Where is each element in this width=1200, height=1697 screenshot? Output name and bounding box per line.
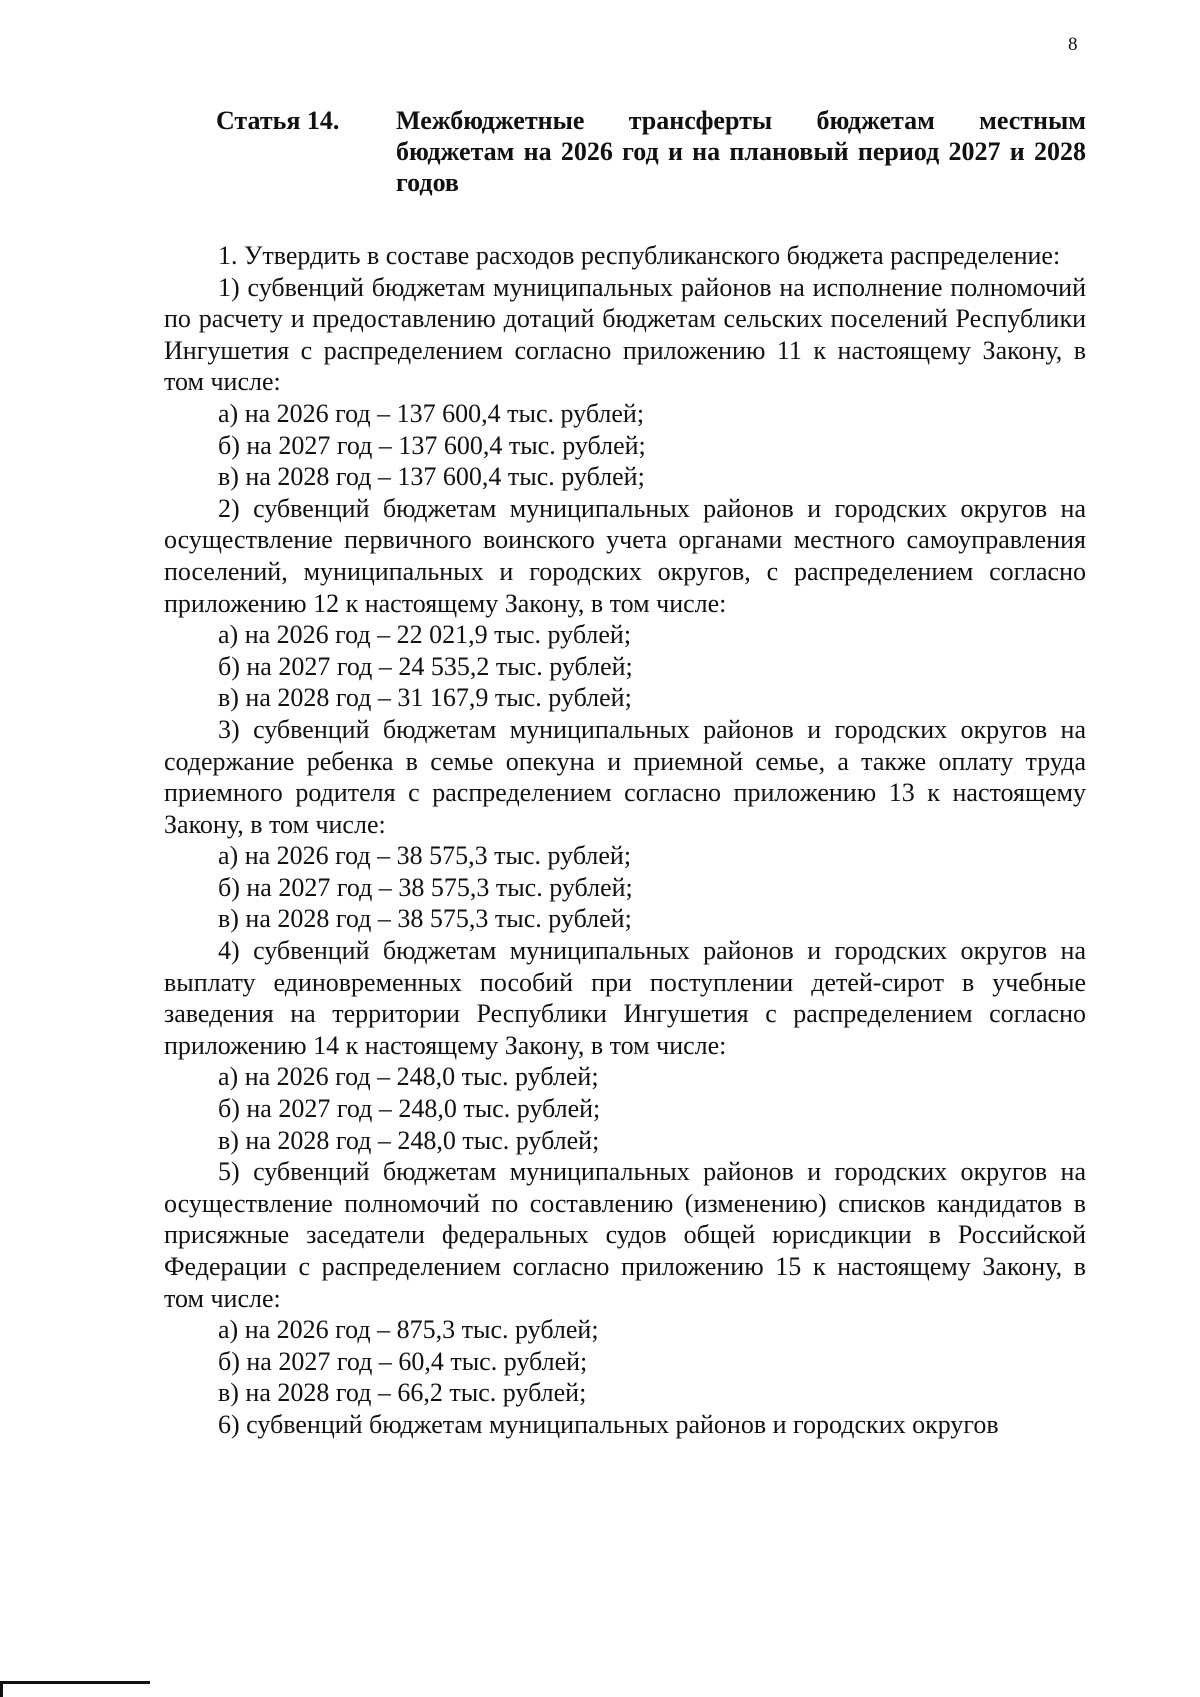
paragraph: 5) субвенций бюджетам муниципальных районов и городских округов на осуществление полномочий по составлению (изменению) списков кандидатов в присяжные заседатели федеральных судов общей юрисдикции в Российской Федерации с распределением согласно приложению 15 к настоящему Закону, в том числе: [164,1157,1086,1313]
paragraph-subitem: а) на 2026 год – 875,3 тыс. рублей; [218,1315,599,1345]
paragraph-subitem: в) на 2028 год – 248,0 тыс. рублей; [218,1125,600,1155]
paragraph-subitem: в) на 2028 год – 38 575,3 тыс. рублей; [218,904,632,934]
paragraph-subitem: а) на 2026 год – 248,0 тыс. рублей; [218,1062,599,1092]
paragraph-subitem: 6) субвенций бюджетам муниципальных районов и городских округов [218,1409,999,1439]
article-body [164,240,1086,1441]
paragraph: 1) субвенций бюджетам муниципальных районов на исполнение полномочий по расчету и предоставлению дотаций бюджетам сельских поселений Республики Ингушетия с распределением согласно приложению 11 к настоящему Закону, в том числе: [164,272,1086,397]
paragraph-subitem: б) на 2027 год – 248,0 тыс. рублей; [218,1094,601,1124]
page-number: 8 [1068,34,1078,55]
article-title: Межбюджетные трансферты бюджетам местным бюджетам на 2026 год и на плановый период 2027 и 2028 годов [396,106,1086,197]
paragraph-subitem: б) на 2027 год – 38 575,3 тыс. рублей; [218,872,633,902]
paragraph-subitem: в) на 2028 год – 31 167,9 тыс. рублей; [218,683,632,713]
paragraph-subitem: а) на 2026 год – 137 600,4 тыс. рублей; [218,398,645,428]
paragraph-subitem: а) на 2026 год – 38 575,3 тыс. рублей; [218,841,632,871]
paragraph-subitem: б) на 2027 год – 137 600,4 тыс. рублей; [218,430,646,460]
paragraph-subitem: б) на 2027 год – 24 535,2 тыс. рублей; [218,651,633,681]
paragraph: 2) субвенций бюджетам муниципальных районов и городских округов на осуществление первичного воинского учета органами местного самоуправления поселений, муниципальных и городских округов, с распределением согласно приложению 12 к настоящему Закону, в том числе: [164,493,1086,618]
scan-edge-mark-vertical [0,1681,3,1697]
paragraph-subitem: в) на 2028 год – 137 600,4 тыс. рублей; [218,462,645,492]
paragraph: 3) субвенций бюджетам муниципальных районов и городских округов на содержание ребенка в семье опекуна и приемной семье, а также оплату труда приемного родителя с распределением согласно приложению 13 к настоящему Закону, в том числе: [164,714,1086,839]
scan-edge-mark [0,1681,150,1684]
article-label: Статья 14. [216,106,340,135]
article-heading [216,105,1086,198]
paragraph: 1. Утвердить в составе расходов республиканского бюджета распределение: [218,241,1061,270]
paragraph: 4) субвенций бюджетам муниципальных районов и городских округов на выплату единовременных пособий при поступлении детей-сирот в учебные заведения на территории Республики Ингушетия с распределением согласно приложению 14 к настоящему Закону, в том числе: [164,936,1086,1060]
paragraph-subitem: в) на 2028 год – 66,2 тыс. рублей; [218,1378,587,1408]
paragraph-subitem: б) на 2027 год – 60,4 тыс. рублей; [218,1346,588,1376]
paragraph-subitem: а) на 2026 год – 22 021,9 тыс. рублей; [218,620,632,650]
